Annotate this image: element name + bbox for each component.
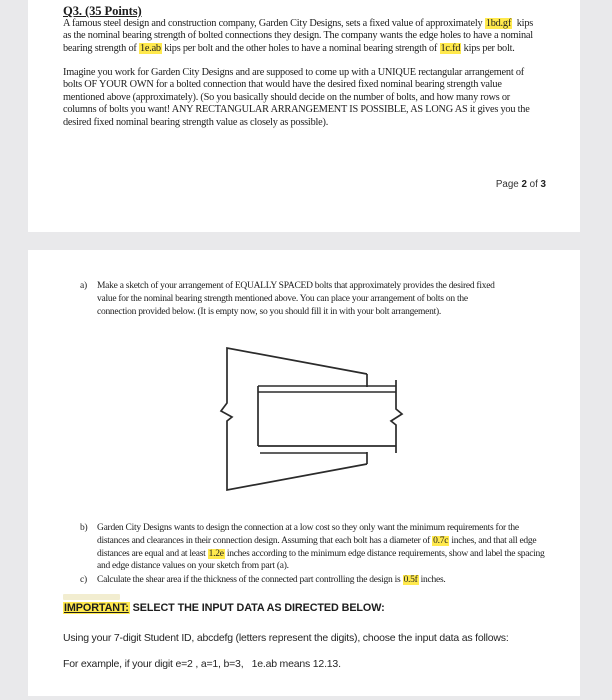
text-line [97, 535, 580, 548]
text-segment: kips [512, 18, 534, 29]
question-paragraph-1 [63, 18, 533, 55]
text-segment: distances and clearances in their connection design. Assuming that each bolt has a diameter of [97, 535, 433, 546]
text-line [63, 104, 530, 116]
text-segment: inches. [418, 575, 446, 585]
page-label-text: of [526, 179, 541, 190]
item-b-text [97, 522, 580, 573]
text-line [97, 560, 580, 573]
list-item-b [28, 522, 580, 573]
text-segment: inches according to the minimum edge distance requirements, show and label the spacing [224, 548, 545, 559]
item-a-label: a) [80, 281, 87, 291]
page-total-number: 3 [540, 179, 546, 190]
text-line [63, 79, 530, 91]
example-instruction: For example, if your digit e=2 , a=1, b=3, 1e.ab means 12.13. [63, 658, 341, 670]
document-page-2 [28, 0, 580, 232]
text-segment: Garden City Designs wants to design the connection at a low cost so they only want the minimum requirements for the [97, 523, 519, 533]
text-segment: connection provided below. (It is empty now, so you should fill it in with your bolt arrangement). [97, 306, 441, 317]
text-segment: A famous steel design and construction company, Garden City Designs, sets a fixed value of approximately [63, 18, 485, 29]
important-heading [63, 602, 385, 614]
item-b-label: b) [80, 523, 88, 533]
highlighted-value: 1.2e [208, 548, 224, 559]
text-segment: kips per bolt. [461, 42, 515, 54]
member-break-line [391, 380, 402, 453]
text-segment: inches, and that all edge [449, 535, 537, 546]
highlighted-value: 1bd.gf [485, 18, 512, 29]
text-segment: distances are equal and at least [97, 548, 208, 559]
text-segment: desired fixed nominal bearing strength value as closely as possible). [63, 116, 329, 128]
text-segment: bearing strength of [63, 42, 139, 54]
page-number-label [496, 179, 546, 190]
highlighted-value: 0.5f [403, 575, 418, 585]
question-heading: Q3. (35 Points) [63, 4, 142, 18]
text-segment: Imagine you work for Garden City Designs and are supposed to come up with a UNIQUE rectangular arrangement of [63, 67, 524, 78]
faded-highlight-mark [63, 594, 120, 600]
page-current-number: 2 [521, 179, 527, 190]
text-segment: value for the nominal bearing strength mentioned above. You can place your arrangement of bolts on the [97, 293, 468, 304]
text-line [97, 548, 580, 561]
text-segment: as the nominal bearing strength of bolted connections they design. The company wants the edge holes to have a nominal [63, 30, 533, 42]
text-line [63, 67, 530, 79]
text-line [63, 30, 533, 42]
page-label-text: Page [495, 179, 522, 190]
important-highlighted-word: IMPORTANT: [64, 602, 129, 614]
text-segment: columns of bolts you want! ANY RECTANGULAR ARRANGEMENT IS POSSIBLE, AS LONG AS it gives you the [63, 104, 530, 116]
document-page-3 [28, 250, 580, 696]
text-segment: bolts OF YOUR OWN for a bolted connection that would have the desired fixed nominal bearing strength value [63, 79, 502, 91]
text-segment: Calculate the shear area if the thickness of the connected part controlling the design is [97, 575, 403, 585]
question-paragraph-2 [63, 67, 530, 129]
important-heading-rest: SELECT THE INPUT DATA AS DIRECTED BELOW: [129, 602, 385, 614]
item-c-text [97, 574, 580, 587]
text-line [63, 18, 533, 30]
gusset-plate-outline [221, 348, 367, 490]
text-line [63, 43, 533, 55]
text-segment: kips per bolt and the other holes to have a nominal bearing strength of [161, 42, 440, 54]
item-c-label: c) [80, 575, 87, 585]
highlighted-value: 1e.ab [139, 42, 161, 54]
text-segment: Make a sketch of your arrangement of EQUALLY SPACED bolts that approximately provides the desired fixed [97, 281, 495, 291]
text-line [97, 574, 580, 587]
highlighted-value: 0.7c [433, 535, 449, 546]
text-line [63, 117, 530, 129]
text-segment: and edge distance values on your sketch from part (a). [97, 561, 289, 572]
student-id-instruction: Using your 7-digit Student ID, abcdefg (letters represent the digits), choose the input data as follows: [63, 632, 509, 644]
text-segment: mentioned above (approximately). (So you basically should decide on the number of bolts, and how many rows or [63, 91, 510, 103]
connection-sketch [28, 250, 580, 696]
text-line [63, 92, 530, 104]
highlighted-value: 1c.fd [440, 42, 461, 54]
text-line [97, 522, 580, 535]
list-item-c [28, 574, 580, 587]
